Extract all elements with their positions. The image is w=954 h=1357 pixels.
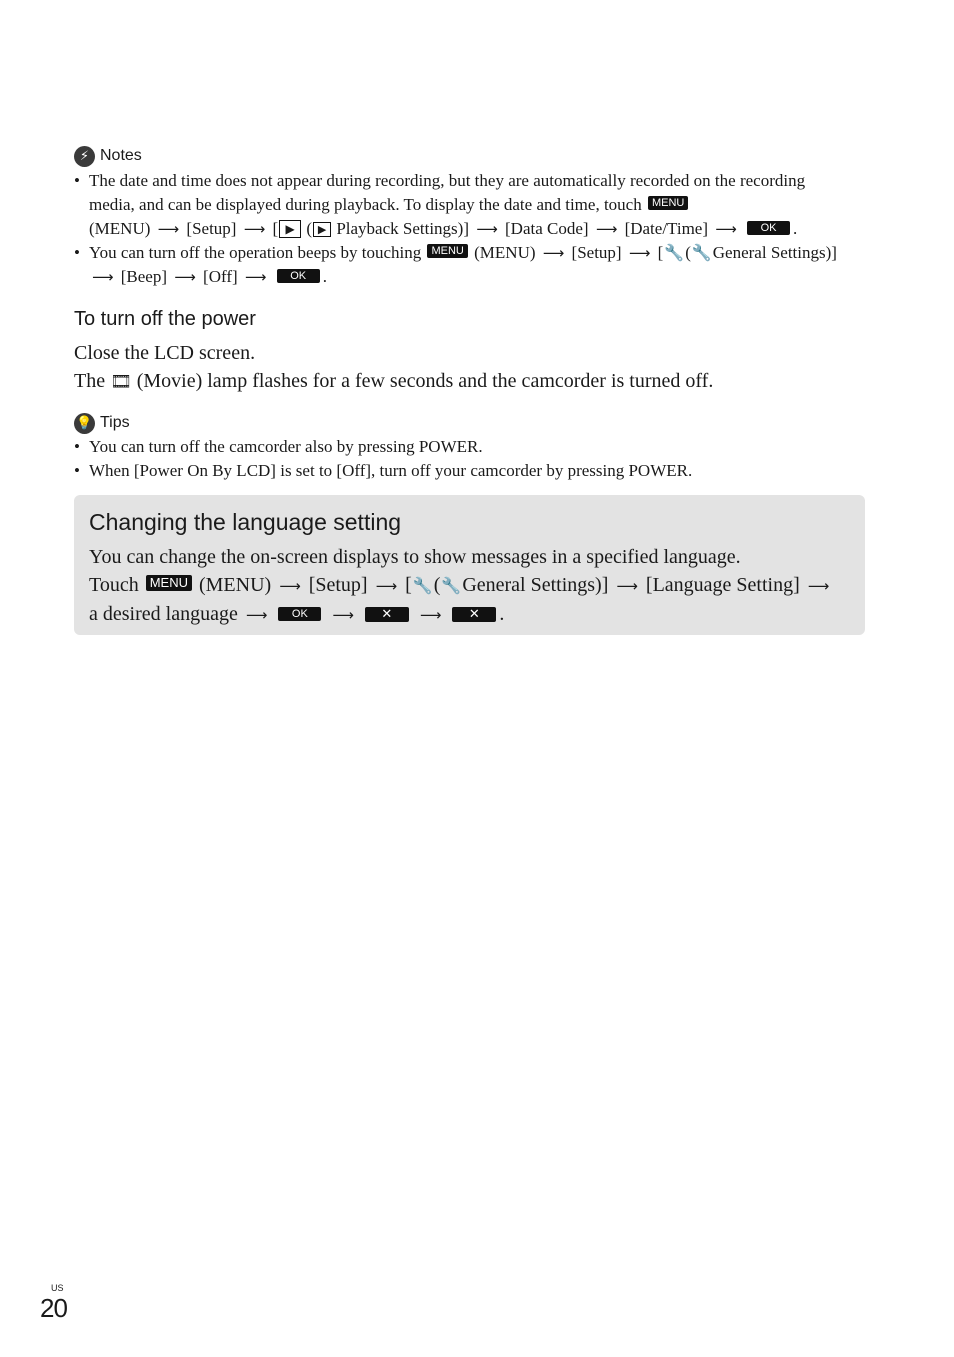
ok-button-icon: OK — [747, 221, 790, 235]
notes-list — [74, 169, 844, 289]
arrow-right-icon: ⟶ — [476, 220, 498, 238]
bullet-text: You can turn off the operation beeps by touching — [89, 243, 422, 262]
arrow-right-icon: ⟶ — [244, 268, 267, 286]
language-text: a desired language — [89, 603, 238, 625]
bullet-text: (MENU) — [474, 243, 536, 262]
close-x-icon: ✕ — [452, 607, 496, 622]
wrench-icon: 🔧 — [691, 243, 712, 262]
power-line-2-post: (Movie) lamp flashes for a few seconds and the camcorder is turned off. — [136, 370, 714, 392]
bullet-text: [ — [272, 219, 279, 238]
arrow-right-icon: ⟶ — [174, 268, 196, 286]
tips-list — [74, 435, 844, 483]
language-text: Touch — [89, 574, 139, 596]
notes-icon: ⚡ — [74, 146, 95, 167]
arrow-right-icon: ⟶ — [715, 220, 737, 238]
bullet-text: [Off] — [203, 267, 238, 286]
ok-button-icon: OK — [278, 607, 321, 621]
playback-icon: ▶ — [279, 220, 301, 238]
arrow-right-icon: ⟶ — [243, 220, 266, 238]
bullet-text: [Data Code] — [505, 219, 589, 238]
power-line-2 — [74, 367, 713, 396]
bullet-text: General Settings)] — [712, 243, 837, 262]
arrow-right-icon: ⟶ — [157, 220, 180, 238]
notes-heading — [74, 144, 142, 168]
language-line-3 — [89, 600, 849, 629]
bullet-text: The date and time does not appear during recording, but they are automatically recorded on the recording media, and can be displayed during playback. To display the date and time, touch — [89, 171, 806, 214]
menu-button-icon: MENU — [648, 196, 688, 210]
page-number: 20 — [40, 1293, 67, 1323]
menu-button-icon: MENU — [427, 244, 467, 258]
arrow-right-icon: ⟶ — [375, 577, 398, 595]
tips-bulb-icon: 💡 — [74, 413, 95, 434]
language-body — [89, 543, 849, 629]
bullet-text: Playback Settings)] — [336, 219, 469, 238]
language-panel — [74, 495, 865, 635]
notes-heading-text: Notes — [100, 147, 142, 164]
movie-lamp-icon: 🎞 — [110, 372, 132, 392]
wrench-icon: 🔧 — [664, 243, 685, 262]
menu-button-icon: MENU — [146, 575, 192, 591]
arrow-right-icon: ⟶ — [628, 244, 651, 262]
language-text: [Setup] — [308, 574, 368, 596]
arrow-right-icon: ⟶ — [245, 606, 268, 624]
bullet-text: [Beep] — [120, 267, 168, 286]
arrow-right-icon: ⟶ — [92, 268, 114, 286]
bullet-text: [Setup] — [186, 219, 237, 238]
bullet-text: [ — [657, 243, 664, 262]
power-line-2-pre: The — [74, 370, 106, 392]
arrow-right-icon: ⟶ — [419, 606, 442, 624]
bullet-text: (MENU) — [89, 219, 151, 238]
ok-button-icon: OK — [277, 269, 320, 283]
wrench-icon: 🔧 — [412, 576, 433, 595]
language-line-1: You can change the on-screen displays to show messages in a specified language. — [89, 546, 741, 568]
tips-heading-text: Tips — [100, 414, 130, 431]
language-text: (MENU) — [198, 574, 272, 596]
arrow-right-icon: ⟶ — [332, 606, 354, 624]
wrench-icon: 🔧 — [441, 576, 462, 595]
language-text: . — [499, 603, 505, 625]
notes-bullet-1: • The date and time does not appear during recording, but they are automatically recorded on the recording media, and can be displayed during playback. To display the date and time, touch MENU (MENU) ⟶ [Setup] ⟶ [ ▶ ( ▶ Playback Settings)] ⟶ [Data Code] ⟶ [Date/Time] ⟶ OK . — [74, 169, 844, 241]
language-text: [Language Setting] — [645, 574, 800, 596]
tips-bullet-1: • You can turn off the camcorder also by pressing POWER. — [74, 435, 844, 459]
language-heading: Changing the language setting — [89, 509, 402, 535]
bullet-text: [Date/Time] — [624, 219, 708, 238]
notes-bullet-2: • You can turn off the operation beeps by touching MENU (MENU) ⟶ [Setup] ⟶ [🔧(🔧General Settings)] ⟶ [Beep] ⟶ [Off] ⟶ OK . — [74, 241, 844, 289]
arrow-right-icon: ⟶ — [542, 244, 565, 262]
bullet-text: [Setup] — [571, 243, 622, 262]
power-line-1: Close the LCD screen. — [74, 342, 256, 364]
power-heading: To turn off the power — [74, 308, 256, 330]
arrow-right-icon: ⟶ — [807, 577, 830, 595]
language-text: General Settings)] — [462, 574, 609, 596]
bullet-text: . — [793, 219, 798, 238]
page-region-label: US — [51, 1283, 64, 1293]
tips-bullet-2: • When [Power On By LCD] is set to [Off], turn off your camcorder by pressing POWER. — [74, 459, 844, 483]
tips-heading — [74, 411, 130, 435]
close-x-icon: ✕ — [365, 607, 409, 622]
language-line-2: Touch MENU (MENU) ⟶ [Setup] ⟶ [🔧(🔧General Settings)] ⟶ [Language Setting] ⟶ — [89, 574, 830, 596]
playback-icon: ▶ — [313, 222, 331, 237]
arrow-right-icon: ⟶ — [595, 220, 618, 238]
arrow-right-icon: ⟶ — [279, 577, 301, 595]
arrow-right-icon: ⟶ — [616, 577, 638, 595]
bullet-text: . — [322, 267, 327, 286]
language-text: [ — [405, 574, 412, 596]
